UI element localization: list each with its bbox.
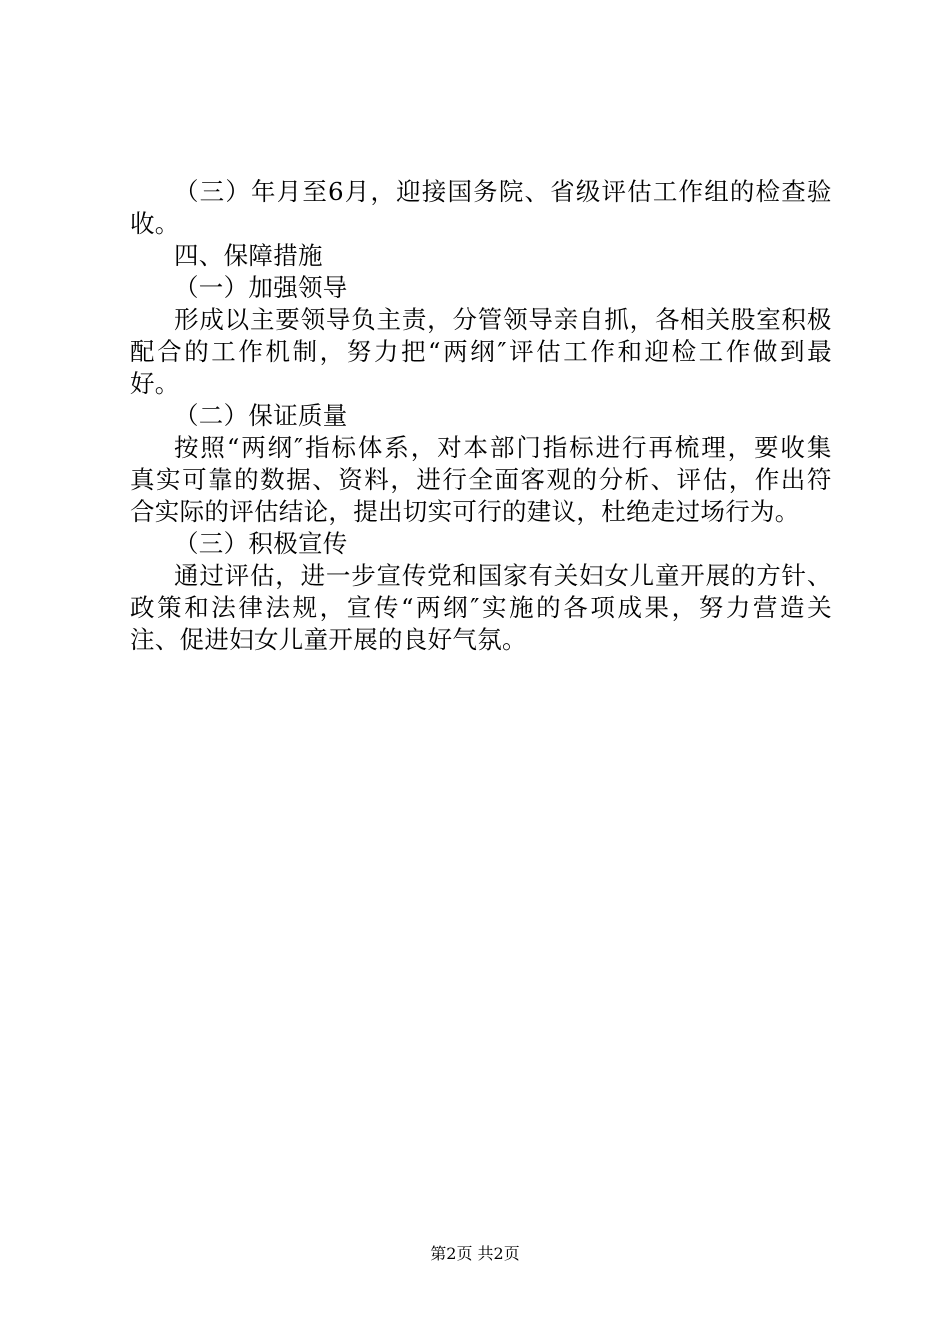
subsection-heading: （三）积极宣传 bbox=[174, 529, 348, 558]
paragraph-line: 按 照 “ 两 纲 ″ 指 标 体 系 ， 对 本 部 门 指 标 进 行 再 梳 理 ， 要 收 集 bbox=[174, 433, 832, 462]
page-footer: 第2页 共2页 bbox=[430, 1244, 520, 1263]
paragraph-line: 好。 bbox=[130, 369, 180, 398]
paragraph-line: 合实际的评估结论，提出切实可行的建议，杜绝走过场行为。 bbox=[130, 497, 800, 526]
subsection-heading: （一）加强领导 bbox=[174, 273, 348, 302]
paragraph-line: 政 策 和 法 律 法 规 ， 宣 传 “ 两 纲 ″ 实 施 的 各 项 成 果 ， 努 力 营 造 关 bbox=[130, 593, 832, 622]
paragraph-line: 配 合 的 工 作 机 制 ， 努 力 把 “ 两 纲 ″ 评 估 工 作 和 迎 检 工 作 做 到 最 bbox=[130, 337, 832, 366]
paragraph-line: 收。 bbox=[130, 209, 180, 238]
paragraph-line: 通 过 评 估 ， 进 一 步 宣 传 党 和 国 家 有 关 妇 女 儿 童 开 展 的 方 针 、 bbox=[174, 561, 832, 590]
paragraph-line: （ 三 ） 年 月 至 6 月 ， 迎 接 国 务 院 、 省 级 评 估 工 作 组 的 检 查 验 bbox=[174, 177, 832, 206]
subsection-heading: （二）保证质量 bbox=[174, 401, 348, 430]
section-heading: 四、保障措施 bbox=[174, 241, 323, 270]
paragraph-line: 真 实 可 靠 的 数 据 、 资 料 ， 进 行 全 面 客 观 的 分 析 、 评 估 ， 作 出 符 bbox=[130, 465, 832, 494]
paragraph-line: 形 成 以 主 要 领 导 负 主 责 ， 分 管 领 导 亲 自 抓 ， 各 相 关 股 室 积 极 bbox=[174, 305, 832, 334]
document-body bbox=[130, 176, 832, 656]
paragraph-line: 注、促进妇女儿童开展的良好气氛。 bbox=[130, 625, 527, 654]
